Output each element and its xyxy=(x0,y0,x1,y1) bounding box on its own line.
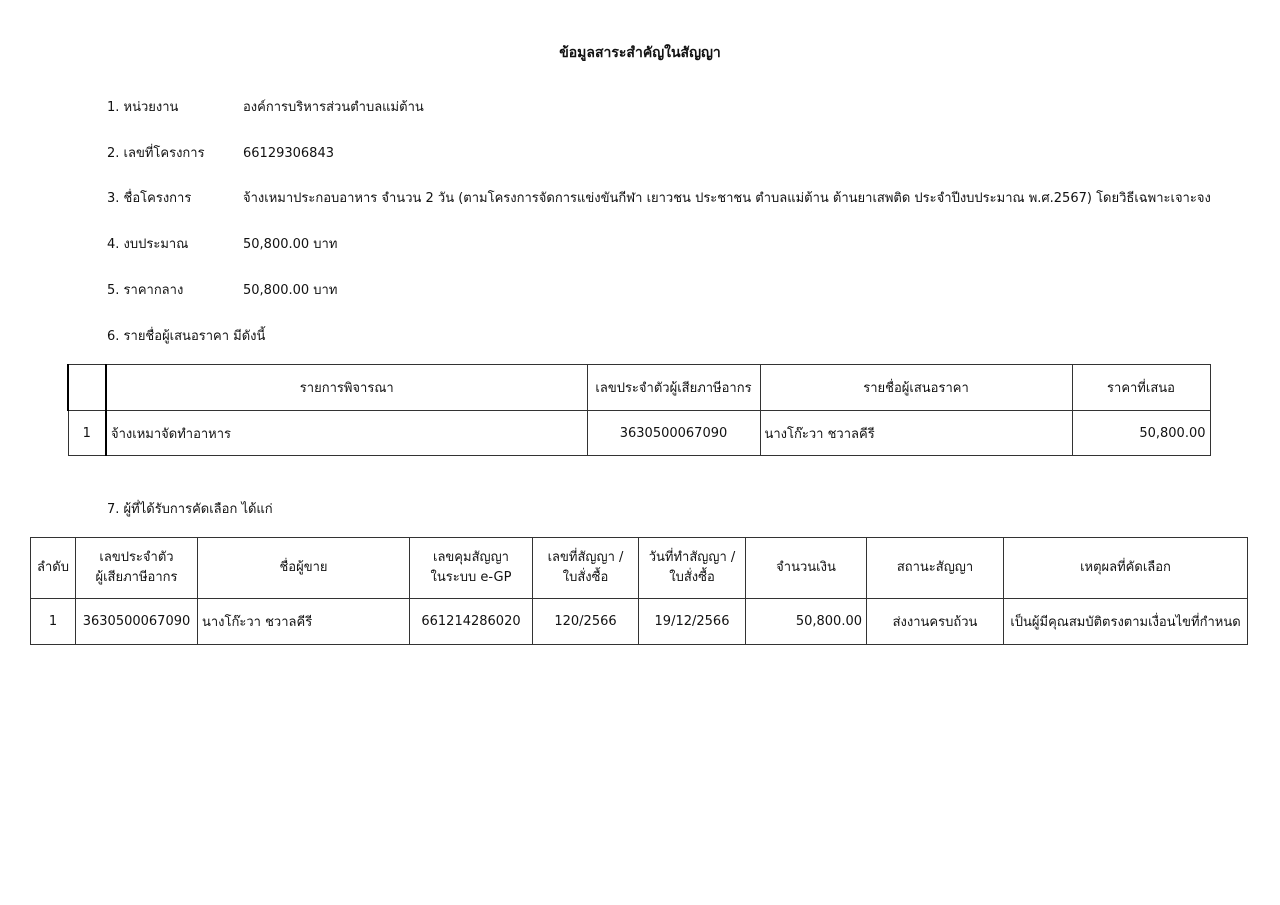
table-cell: 1 xyxy=(31,599,76,645)
header-line: ลำดับ xyxy=(37,560,69,575)
info-label: 5. ราคากลาง xyxy=(107,283,184,298)
table-header-cell xyxy=(746,538,867,599)
table-header-cell xyxy=(68,365,106,411)
info-value: องค์การบริหารส่วนตำบลแม่ต้าน xyxy=(243,100,424,115)
info-value: จ้างเหมาประกอบอาหาร จำนวน 2 วัน (ตามโครงการจัดการแข่งขันกีฬา เยาวชน ประชาชน ตำบลแม่ต้าน ต้านยาเสพติด ประจำปีงบประมาณ พ.ศ.2567) โดยวิธีเฉพาะเจาะจง xyxy=(243,191,1211,206)
table-cell: 19/12/2566 xyxy=(639,599,746,645)
table-header-row xyxy=(31,538,1248,599)
table-header-cell: รายการพิจารณา xyxy=(106,365,587,411)
info-project-number xyxy=(107,142,334,163)
header-line: ใบสั่งซื้อ xyxy=(669,570,715,585)
table-cell: 3630500067090 xyxy=(76,599,198,645)
table-header-cell xyxy=(639,538,746,599)
bidders-table xyxy=(67,364,1211,456)
table-header-cell xyxy=(31,538,76,599)
header-line: เลขประจำตัว xyxy=(99,550,174,565)
table-row xyxy=(68,411,1210,456)
table-header-cell xyxy=(533,538,639,599)
info-budget xyxy=(107,233,337,254)
table-cell: นางโก๊ะวา ชวาลคีรี xyxy=(198,599,410,645)
table-header-row xyxy=(68,365,1210,411)
info-project-name xyxy=(107,187,1211,208)
section-bidders-heading: 6. รายชื่อผู้เสนอราคา มีดังนี้ xyxy=(107,329,266,344)
header-line: ผู้เสียภาษีอากร xyxy=(95,570,178,585)
document-title: ข้อมูลสาระสำคัญในสัญญา xyxy=(559,45,721,61)
table-cell: 661214286020 xyxy=(410,599,533,645)
info-label: 1. หน่วยงาน xyxy=(107,100,179,115)
header-line: วันที่ทำสัญญา / xyxy=(648,550,736,565)
info-label: 2. เลขที่โครงการ xyxy=(107,146,205,161)
table-cell: จ้างเหมาจัดทำอาหาร xyxy=(106,411,587,456)
table-cell: 1 xyxy=(68,411,106,456)
table-row xyxy=(31,599,1248,645)
table-header-cell: รายชื่อผู้เสนอราคา xyxy=(760,365,1072,411)
header-line: เหตุผลที่คัดเลือก xyxy=(1080,560,1171,575)
table-header-cell xyxy=(867,538,1004,599)
info-value: 50,800.00 บาท xyxy=(243,237,338,252)
table-header-cell xyxy=(1004,538,1248,599)
table-header-cell xyxy=(410,538,533,599)
section-winner-heading: 7. ผู้ที่ได้รับการคัดเลือก ได้แก่ xyxy=(107,502,273,517)
winner-table xyxy=(30,537,1248,645)
header-line: เลขที่สัญญา / xyxy=(547,550,624,565)
info-agency xyxy=(107,96,424,117)
table-cell: 120/2566 xyxy=(533,599,639,645)
header-line: ชื่อผู้ขาย xyxy=(279,560,328,575)
table-cell: 3630500067090 xyxy=(587,411,760,456)
header-line: ในระบบ e-GP xyxy=(430,570,512,585)
table-cell: ส่งงานครบถ้วน xyxy=(867,599,1004,645)
header-line: จำนวนเงิน xyxy=(776,560,836,575)
header-line: ใบสั่งซื้อ xyxy=(562,570,609,585)
header-line: เลขคุมสัญญา xyxy=(433,550,509,565)
info-label: 4. งบประมาณ xyxy=(107,237,189,252)
table-header-cell xyxy=(198,538,410,599)
info-median-price xyxy=(107,279,337,300)
table-cell: 50,800.00 xyxy=(746,599,867,645)
table-header-cell xyxy=(76,538,198,599)
table-cell: เป็นผู้มีคุณสมบัติตรงตามเงื่อนไขที่กำหนด xyxy=(1004,599,1248,645)
table-cell: 50,800.00 xyxy=(1072,411,1210,456)
table-header-cell: เลขประจำตัวผู้เสียภาษีอากร xyxy=(587,365,760,411)
info-value: 66129306843 xyxy=(243,146,334,161)
info-value: 50,800.00 บาท xyxy=(243,283,338,298)
table-cell: นางโก๊ะวา ชวาลคีรี xyxy=(760,411,1072,456)
table-header-cell: ราคาที่เสนอ xyxy=(1072,365,1210,411)
header-line: สถานะสัญญา xyxy=(896,560,974,575)
info-label: 3. ชื่อโครงการ xyxy=(107,191,192,206)
